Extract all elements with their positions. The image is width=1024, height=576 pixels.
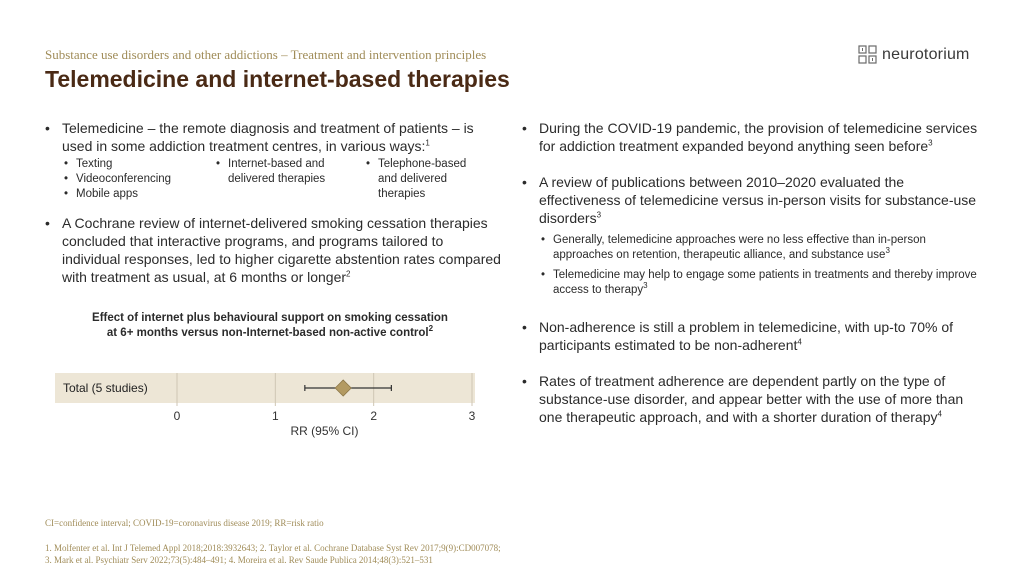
right-column bbox=[522, 119, 982, 426]
forest-plot bbox=[40, 358, 500, 448]
x-tick-label-2: 2 bbox=[370, 409, 378, 423]
sub-bullet-engage-patients: • Telemedicine may help to engage some patients in treatments and thereby improve access to therapy$^3$ bbox=[539, 268, 982, 298]
bullet-covid-expansion: • During the COVID-19 pandemic, the provision of telemedicine services for addiction treatment expanded beyond anything seen before$^3$ bbox=[522, 119, 982, 155]
x-tick-label-3: 3 bbox=[468, 409, 476, 423]
left-column bbox=[45, 119, 505, 286]
logo bbox=[858, 44, 970, 66]
x-tick-label-0: 0 bbox=[173, 409, 181, 423]
bullet-cochrane-review: • A Cochrane review of internet-delivered smoking cessation therapies concluded that interactive programs, and programs tailored to individual responses, led to higher cigarette abstention rates compared with treatment as usual, at 6 months or longer$^2$ bbox=[45, 214, 505, 286]
list-item-texting: • Texting bbox=[62, 157, 214, 172]
list-item-internet-therapies: • Internet-based and delivered therapies bbox=[214, 157, 364, 187]
list-item-telephone-therapies: • Telephone-based and delivered therapies bbox=[364, 157, 474, 202]
sub-bullet-no-less-effective: • Generally, telemedicine approaches were no less effective than in-person approaches on retention, therapeutic alliance, and substance use$^3$ bbox=[539, 233, 982, 263]
references: 1. Molfenter et al. Int J Telemed Appl 2018;2018:3932643; 2. Taylor et al. Cochrane Database Syst Rev 2017;9(9):CD007078; 3. Mark et al. Psychiatr Serv 2022;73(5):484–491; 4. Moreira et al. Rev Saude Publica 2014;48(3):521–531 bbox=[45, 543, 501, 565]
logo-text: neurotorium bbox=[882, 46, 970, 63]
section-kicker: Substance use disorders and other addictions – Treatment and intervention principles bbox=[45, 47, 487, 62]
bullet-non-adherence: • Non-adherence is still a problem in telemedicine, with up-to 70% of participants estimated to be non-adherent$^4$ bbox=[522, 318, 982, 354]
abbreviations: CI=confidence interval; COVID-19=coronavirus disease 2019; RR=risk ratio bbox=[45, 518, 324, 528]
row-label: Total (5 studies) bbox=[63, 381, 148, 395]
list-item-videoconferencing: • Videoconferencing bbox=[62, 172, 214, 187]
chart-title: Effect of internet plus behavioural support on smoking cessation at 6+ months versus non-Internet-based non-active control$^2$ bbox=[92, 312, 448, 339]
list-item-mobile-apps: • Mobile apps bbox=[62, 187, 214, 202]
telemedicine-methods-list bbox=[62, 157, 505, 202]
bullet-adherence-rates: • Rates of treatment adherence are dependent partly on the type of substance-use disorder, and appear better with the use of more than one therapeutic approach, and with a shorter duration of therapy$^4$ bbox=[522, 372, 982, 426]
x-tick-label-1: 1 bbox=[271, 409, 279, 423]
page-title: Telemedicine and internet-based therapies bbox=[45, 66, 510, 92]
bullet-review-2010-2020: • A review of publications between 2010–2020 evaluated the effectiveness of telemedicine versus in-person visits for substance-use disorders$^3$ bbox=[522, 173, 982, 227]
neurotorium-logo-icon bbox=[858, 44, 878, 66]
bullet-telemedicine-definition: • Telemedicine – the remote diagnosis and treatment of patients – is used in some addiction treatment centres, in various ways:$^1$ bbox=[45, 119, 505, 155]
x-axis-label: RR (95% CI) bbox=[290, 424, 359, 438]
